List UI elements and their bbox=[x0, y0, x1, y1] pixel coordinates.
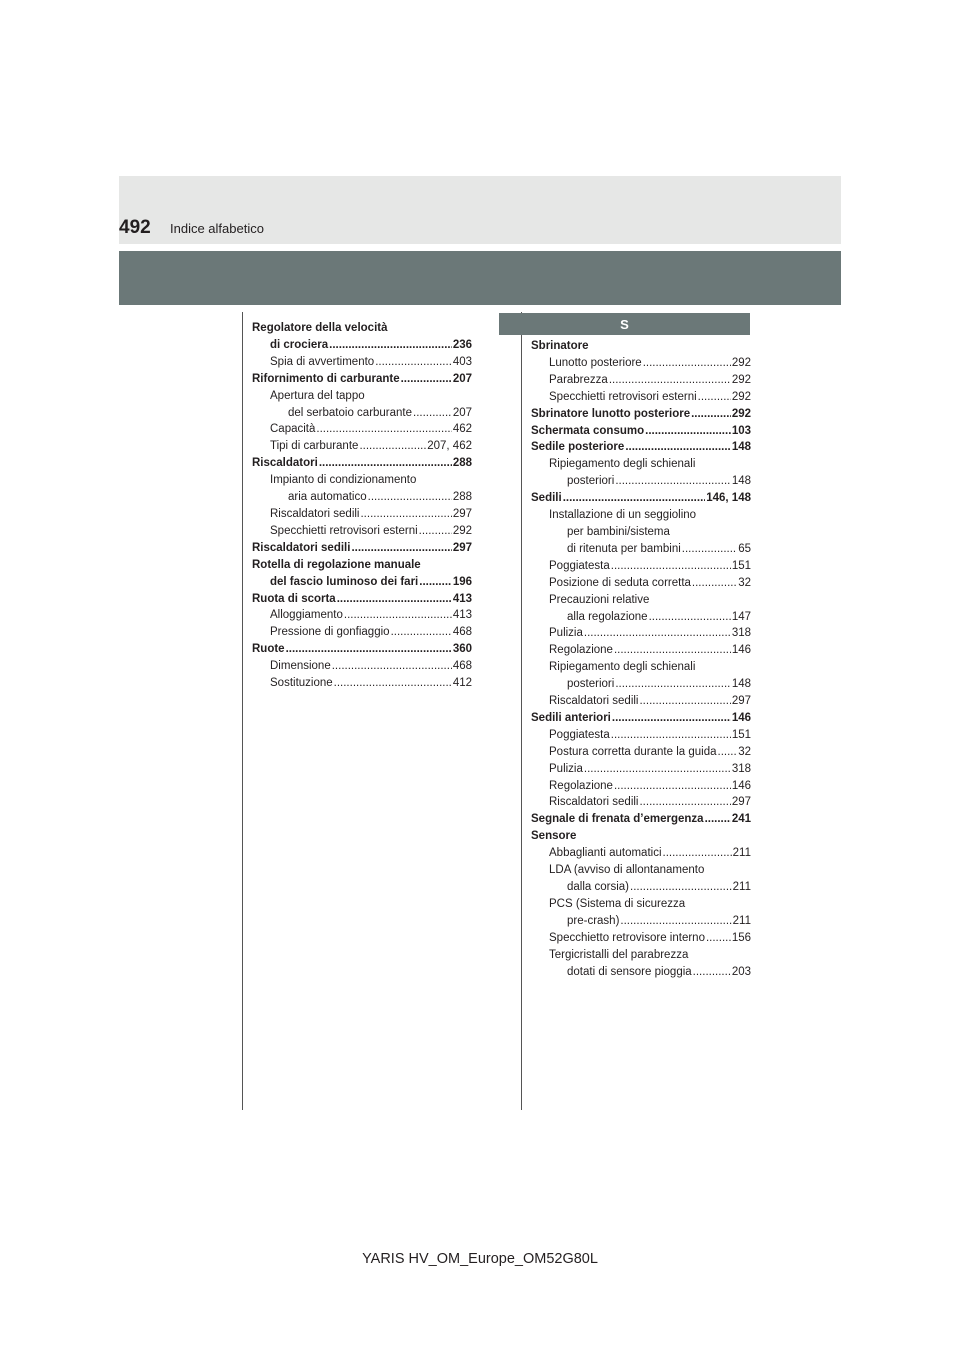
index-entry-text: Installazione di un seggiolino bbox=[549, 509, 697, 522]
index-entry-text: pre-crash) bbox=[567, 914, 620, 927]
dot-leader bbox=[718, 744, 738, 761]
index-entry-text: Regolazione bbox=[549, 779, 613, 792]
index-entry bbox=[531, 710, 751, 727]
index-entry-text: Ripiegamento degli schienali bbox=[549, 458, 696, 471]
index-entry-text: Pulizia bbox=[549, 762, 583, 775]
index-entry-page: 32 bbox=[738, 745, 751, 758]
index-entry bbox=[531, 473, 751, 490]
index-entry bbox=[252, 388, 472, 405]
index-entry-text: Sostituzione bbox=[270, 677, 333, 690]
index-entry-page: 292 bbox=[731, 390, 751, 403]
index-entry-text: alla regolazione bbox=[567, 610, 648, 623]
index-entry-text: dalla corsia) bbox=[567, 881, 629, 893]
index-entry-text: Segnale di frenata d’emergenza bbox=[531, 813, 704, 826]
index-entry-page: 292 bbox=[731, 356, 751, 369]
dot-leader bbox=[615, 473, 731, 490]
index-entry-text: Parabrezza bbox=[549, 373, 608, 386]
index-entry bbox=[252, 320, 472, 337]
index-entry-text: Abbaglianti automatici bbox=[549, 847, 662, 860]
dot-leader bbox=[401, 371, 452, 388]
dot-leader bbox=[360, 506, 451, 523]
index-entry bbox=[252, 472, 472, 489]
index-entry bbox=[531, 439, 751, 456]
index-entry bbox=[531, 862, 751, 879]
index-entry-text: Regolatore della velocità bbox=[252, 322, 388, 334]
index-entry-page: 196 bbox=[452, 575, 472, 588]
index-entry-text: Alloggiamento bbox=[270, 609, 343, 622]
index-entry-page: 148 bbox=[731, 678, 751, 691]
index-entry-page: 207, 462 bbox=[427, 440, 472, 453]
section-letter: S bbox=[620, 316, 629, 332]
index-entry-text: Postura corretta durante la guida bbox=[549, 745, 717, 758]
index-entry-page: 147 bbox=[731, 610, 751, 623]
index-entry-page: 297 bbox=[731, 695, 751, 708]
dot-leader bbox=[584, 761, 731, 778]
index-entry-page: 403 bbox=[452, 355, 472, 368]
index-entry-text: del fascio luminoso dei fari bbox=[270, 575, 419, 588]
index-entry bbox=[252, 607, 472, 624]
index-entry-text: Pressione di gonfiaggio bbox=[270, 626, 390, 639]
index-entry bbox=[531, 406, 751, 423]
index-entry-text: LDA (avviso di allontanamento bbox=[549, 864, 705, 877]
dot-leader bbox=[563, 490, 706, 507]
index-entry-page: 413 bbox=[452, 592, 472, 605]
index-entry-text: posteriori bbox=[567, 475, 615, 488]
dot-leader bbox=[375, 354, 452, 371]
index-entry bbox=[531, 845, 751, 862]
dot-leader bbox=[614, 642, 731, 659]
index-entry-text: Spia di avvertimento bbox=[270, 355, 375, 368]
index-entry bbox=[531, 490, 751, 507]
index-entry-text: Posizione di seduta corretta bbox=[549, 576, 691, 589]
index-entry-page: 297 bbox=[731, 796, 751, 809]
index-entry-text: per bambini/sistema bbox=[567, 525, 670, 538]
index-entry-page: 241 bbox=[731, 813, 751, 826]
dot-leader bbox=[319, 455, 452, 472]
index-entry bbox=[252, 354, 472, 371]
dot-leader bbox=[332, 658, 452, 675]
dot-leader bbox=[630, 879, 732, 896]
index-entry-text: Sedile posteriore bbox=[531, 441, 625, 454]
index-entry bbox=[531, 794, 751, 811]
index-entry-text: Capacità bbox=[270, 423, 316, 436]
column-rule-left bbox=[242, 312, 243, 1110]
index-entry-text: Ruote bbox=[252, 643, 285, 656]
index-entry bbox=[531, 456, 751, 473]
index-entry-page: 103 bbox=[731, 424, 751, 437]
dot-leader bbox=[643, 355, 731, 372]
index-entry-text: Riscaldatori sedili bbox=[270, 507, 360, 520]
index-entry-page: 468 bbox=[452, 660, 472, 673]
dot-leader bbox=[692, 575, 737, 592]
index-entry bbox=[531, 947, 751, 964]
index-entry bbox=[252, 658, 472, 675]
index-entry-page: 297 bbox=[452, 507, 472, 520]
index-entry-page: 203 bbox=[731, 965, 751, 978]
dot-leader bbox=[316, 421, 451, 438]
index-entry bbox=[531, 541, 751, 558]
dot-leader bbox=[368, 489, 452, 506]
index-entry-text: aria automatico bbox=[288, 491, 367, 504]
index-entry-page: 146 bbox=[731, 644, 751, 657]
index-entry-page: 32 bbox=[738, 576, 751, 589]
dot-leader bbox=[286, 641, 452, 658]
index-entry-text: Riscaldatori sedili bbox=[549, 796, 639, 809]
index-entry bbox=[531, 558, 751, 575]
index-entry bbox=[252, 438, 472, 455]
dot-leader bbox=[391, 624, 452, 641]
index-entry-page: 146 bbox=[731, 711, 751, 724]
index-entry-page: 211 bbox=[732, 881, 751, 893]
dot-leader bbox=[625, 439, 731, 456]
index-entry bbox=[531, 592, 751, 609]
index-entry bbox=[531, 524, 751, 541]
index-entry-text: Rotella di regolazione manuale bbox=[252, 558, 421, 571]
dot-leader bbox=[351, 540, 451, 557]
index-entry-page: 151 bbox=[731, 559, 751, 572]
index-entry bbox=[252, 641, 472, 658]
dot-leader bbox=[334, 675, 452, 692]
index-entry-page: 207 bbox=[452, 372, 472, 385]
index-entry-text: Sbrinatore lunotto posteriore bbox=[531, 407, 691, 420]
index-entry-text: Specchietti retrovisori esterni bbox=[270, 524, 418, 537]
index-entry-page: 146 bbox=[731, 779, 751, 792]
index-entry-text: di ritenuta per bambini bbox=[567, 542, 681, 555]
index-entry-text: Pulizia bbox=[549, 627, 583, 640]
index-entry-page: 211 bbox=[732, 914, 751, 927]
dot-leader bbox=[609, 372, 731, 389]
index-entry-text: Ripiegamento degli schienali bbox=[549, 661, 696, 674]
index-entry-text: Ruota di scorta bbox=[252, 592, 336, 605]
dot-leader bbox=[645, 423, 731, 440]
index-entry bbox=[531, 778, 751, 795]
index-entry-page: 292 bbox=[731, 373, 751, 386]
index-entry-page: 151 bbox=[731, 728, 751, 741]
index-entry-text: Precauzioni relative bbox=[549, 593, 650, 606]
index-entry bbox=[531, 575, 751, 592]
footer-doc-id: YARIS HV_OM_Europe_OM52G80L bbox=[362, 1251, 598, 1267]
index-entry-page: 318 bbox=[731, 762, 751, 775]
index-entry-page: 236 bbox=[452, 338, 472, 351]
dot-leader bbox=[682, 541, 737, 558]
index-entry-page: 462 bbox=[452, 423, 472, 436]
index-entry-text: PCS (Sistema di sicurezza bbox=[549, 897, 686, 910]
page-header bbox=[119, 176, 841, 244]
index-entry-text: Sensore bbox=[531, 830, 577, 843]
index-entry bbox=[531, 609, 751, 626]
index-entry bbox=[531, 642, 751, 659]
index-entry-text: Sbrinatore bbox=[531, 340, 589, 352]
index-entry-text: Impianto di condizionamento bbox=[270, 474, 417, 487]
dot-leader bbox=[329, 337, 452, 354]
index-entry bbox=[531, 811, 751, 828]
index-entry bbox=[252, 489, 472, 506]
index-entry bbox=[531, 761, 751, 778]
index-entry bbox=[252, 421, 472, 438]
section-title: Indice alfabetico bbox=[170, 221, 264, 236]
dot-leader bbox=[419, 523, 452, 540]
dot-leader bbox=[337, 591, 452, 608]
index-entry bbox=[252, 574, 472, 591]
dot-leader bbox=[706, 930, 731, 947]
index-entry bbox=[252, 557, 472, 574]
index-entry bbox=[531, 338, 751, 355]
index-entry-page: 207 bbox=[452, 406, 472, 419]
index-entry bbox=[252, 506, 472, 523]
index-entry bbox=[252, 675, 472, 692]
index-entry-page: 65 bbox=[738, 542, 751, 555]
index-entry-text: Lunotto posteriore bbox=[549, 356, 642, 369]
index-entry-text: Specchietti retrovisori esterni bbox=[549, 390, 697, 403]
dot-leader bbox=[612, 710, 731, 727]
index-entry-page: 360 bbox=[452, 643, 472, 656]
index-column-right bbox=[531, 338, 751, 980]
index-entry bbox=[531, 896, 751, 913]
index-entry-text: Rifornimento di carburante bbox=[252, 372, 400, 385]
dot-leader bbox=[614, 778, 731, 795]
index-entry-text: del serbatoio carburante bbox=[288, 406, 413, 419]
index-entry-text: posteriori bbox=[567, 678, 615, 691]
index-entry-text: dotati di sensore pioggia bbox=[567, 965, 692, 978]
dot-leader bbox=[663, 845, 732, 862]
index-entry-text: Schermata consumo bbox=[531, 424, 645, 437]
dot-leader bbox=[691, 406, 731, 423]
index-entry-text: Tergicristalli del parabrezza bbox=[549, 948, 689, 961]
dot-leader bbox=[413, 405, 452, 422]
index-entry-text: Poggiatesta bbox=[549, 559, 610, 572]
index-entry bbox=[252, 540, 472, 557]
index-entry bbox=[531, 389, 751, 406]
index-entry bbox=[252, 523, 472, 540]
index-entry-page: 148 bbox=[731, 441, 751, 454]
index-entry-text: Riscaldatori sedili bbox=[549, 695, 639, 708]
dot-leader bbox=[705, 811, 731, 828]
dot-leader bbox=[620, 913, 731, 930]
index-entry bbox=[531, 676, 751, 693]
index-entry bbox=[531, 659, 751, 676]
index-entry bbox=[531, 744, 751, 761]
index-entry-page: 292 bbox=[452, 524, 472, 537]
index-entry bbox=[531, 507, 751, 524]
index-entry-text: Sedili bbox=[531, 492, 562, 505]
index-entry bbox=[531, 913, 751, 930]
dot-leader bbox=[359, 438, 426, 455]
dot-leader bbox=[639, 794, 730, 811]
index-entry bbox=[531, 727, 751, 744]
dot-leader bbox=[615, 676, 731, 693]
dot-leader bbox=[639, 693, 730, 710]
index-entry bbox=[252, 337, 472, 354]
index-entry-text: Specchietto retrovisore interno bbox=[549, 931, 705, 944]
index-entry bbox=[531, 828, 751, 845]
index-entry bbox=[531, 372, 751, 389]
index-entry bbox=[252, 591, 472, 608]
page-number: 492 bbox=[119, 217, 151, 238]
index-entry-page: 148 bbox=[731, 475, 751, 488]
index-entry-page: 292 bbox=[731, 407, 751, 420]
index-entry-page: 412 bbox=[452, 677, 472, 690]
index-entry bbox=[252, 371, 472, 388]
dot-leader bbox=[649, 609, 731, 626]
dot-leader bbox=[584, 625, 731, 642]
index-entry-text: Dimensione bbox=[270, 660, 331, 673]
index-entry-text: Riscaldatori bbox=[252, 457, 318, 470]
index-entry-text: Tipi di carburante bbox=[270, 440, 359, 453]
dot-leader bbox=[419, 574, 452, 591]
column-rule-middle bbox=[521, 312, 522, 1110]
dot-leader bbox=[693, 964, 731, 981]
index-entry-text: Regolazione bbox=[549, 644, 613, 657]
section-letter-bar bbox=[499, 313, 750, 335]
index-entry bbox=[531, 693, 751, 710]
index-entry bbox=[252, 455, 472, 472]
index-entry-page: 288 bbox=[452, 457, 472, 470]
index-entry bbox=[531, 879, 751, 896]
index-entry-text: Apertura del tappo bbox=[270, 389, 365, 402]
dot-leader bbox=[611, 727, 731, 744]
index-entry bbox=[531, 964, 751, 981]
index-column-left bbox=[252, 320, 472, 692]
index-entry-page: 211 bbox=[732, 847, 751, 860]
index-entry bbox=[252, 624, 472, 641]
index-entry-text: Sedili anteriori bbox=[531, 711, 611, 724]
index-entry-page: 156 bbox=[731, 931, 751, 944]
dot-leader bbox=[611, 558, 731, 575]
index-entry-page: 318 bbox=[731, 627, 751, 640]
header-band bbox=[119, 251, 841, 305]
dot-leader bbox=[344, 607, 452, 624]
index-entry-page: 413 bbox=[452, 609, 472, 622]
index-entry bbox=[531, 423, 751, 440]
index-entry-text: di crociera bbox=[270, 338, 329, 351]
index-entry-page: 288 bbox=[452, 491, 472, 504]
dot-leader bbox=[698, 389, 731, 406]
index-entry-text: Poggiatesta bbox=[549, 728, 610, 741]
index-entry-text: Riscaldatori sedili bbox=[252, 541, 351, 554]
index-entry-page: 297 bbox=[452, 541, 472, 554]
index-entry bbox=[531, 625, 751, 642]
index-entry bbox=[531, 930, 751, 947]
index-entry bbox=[531, 355, 751, 372]
index-entry bbox=[252, 405, 472, 422]
index-entry-page: 146, 148 bbox=[706, 492, 751, 505]
index-entry-page: 468 bbox=[452, 626, 472, 639]
